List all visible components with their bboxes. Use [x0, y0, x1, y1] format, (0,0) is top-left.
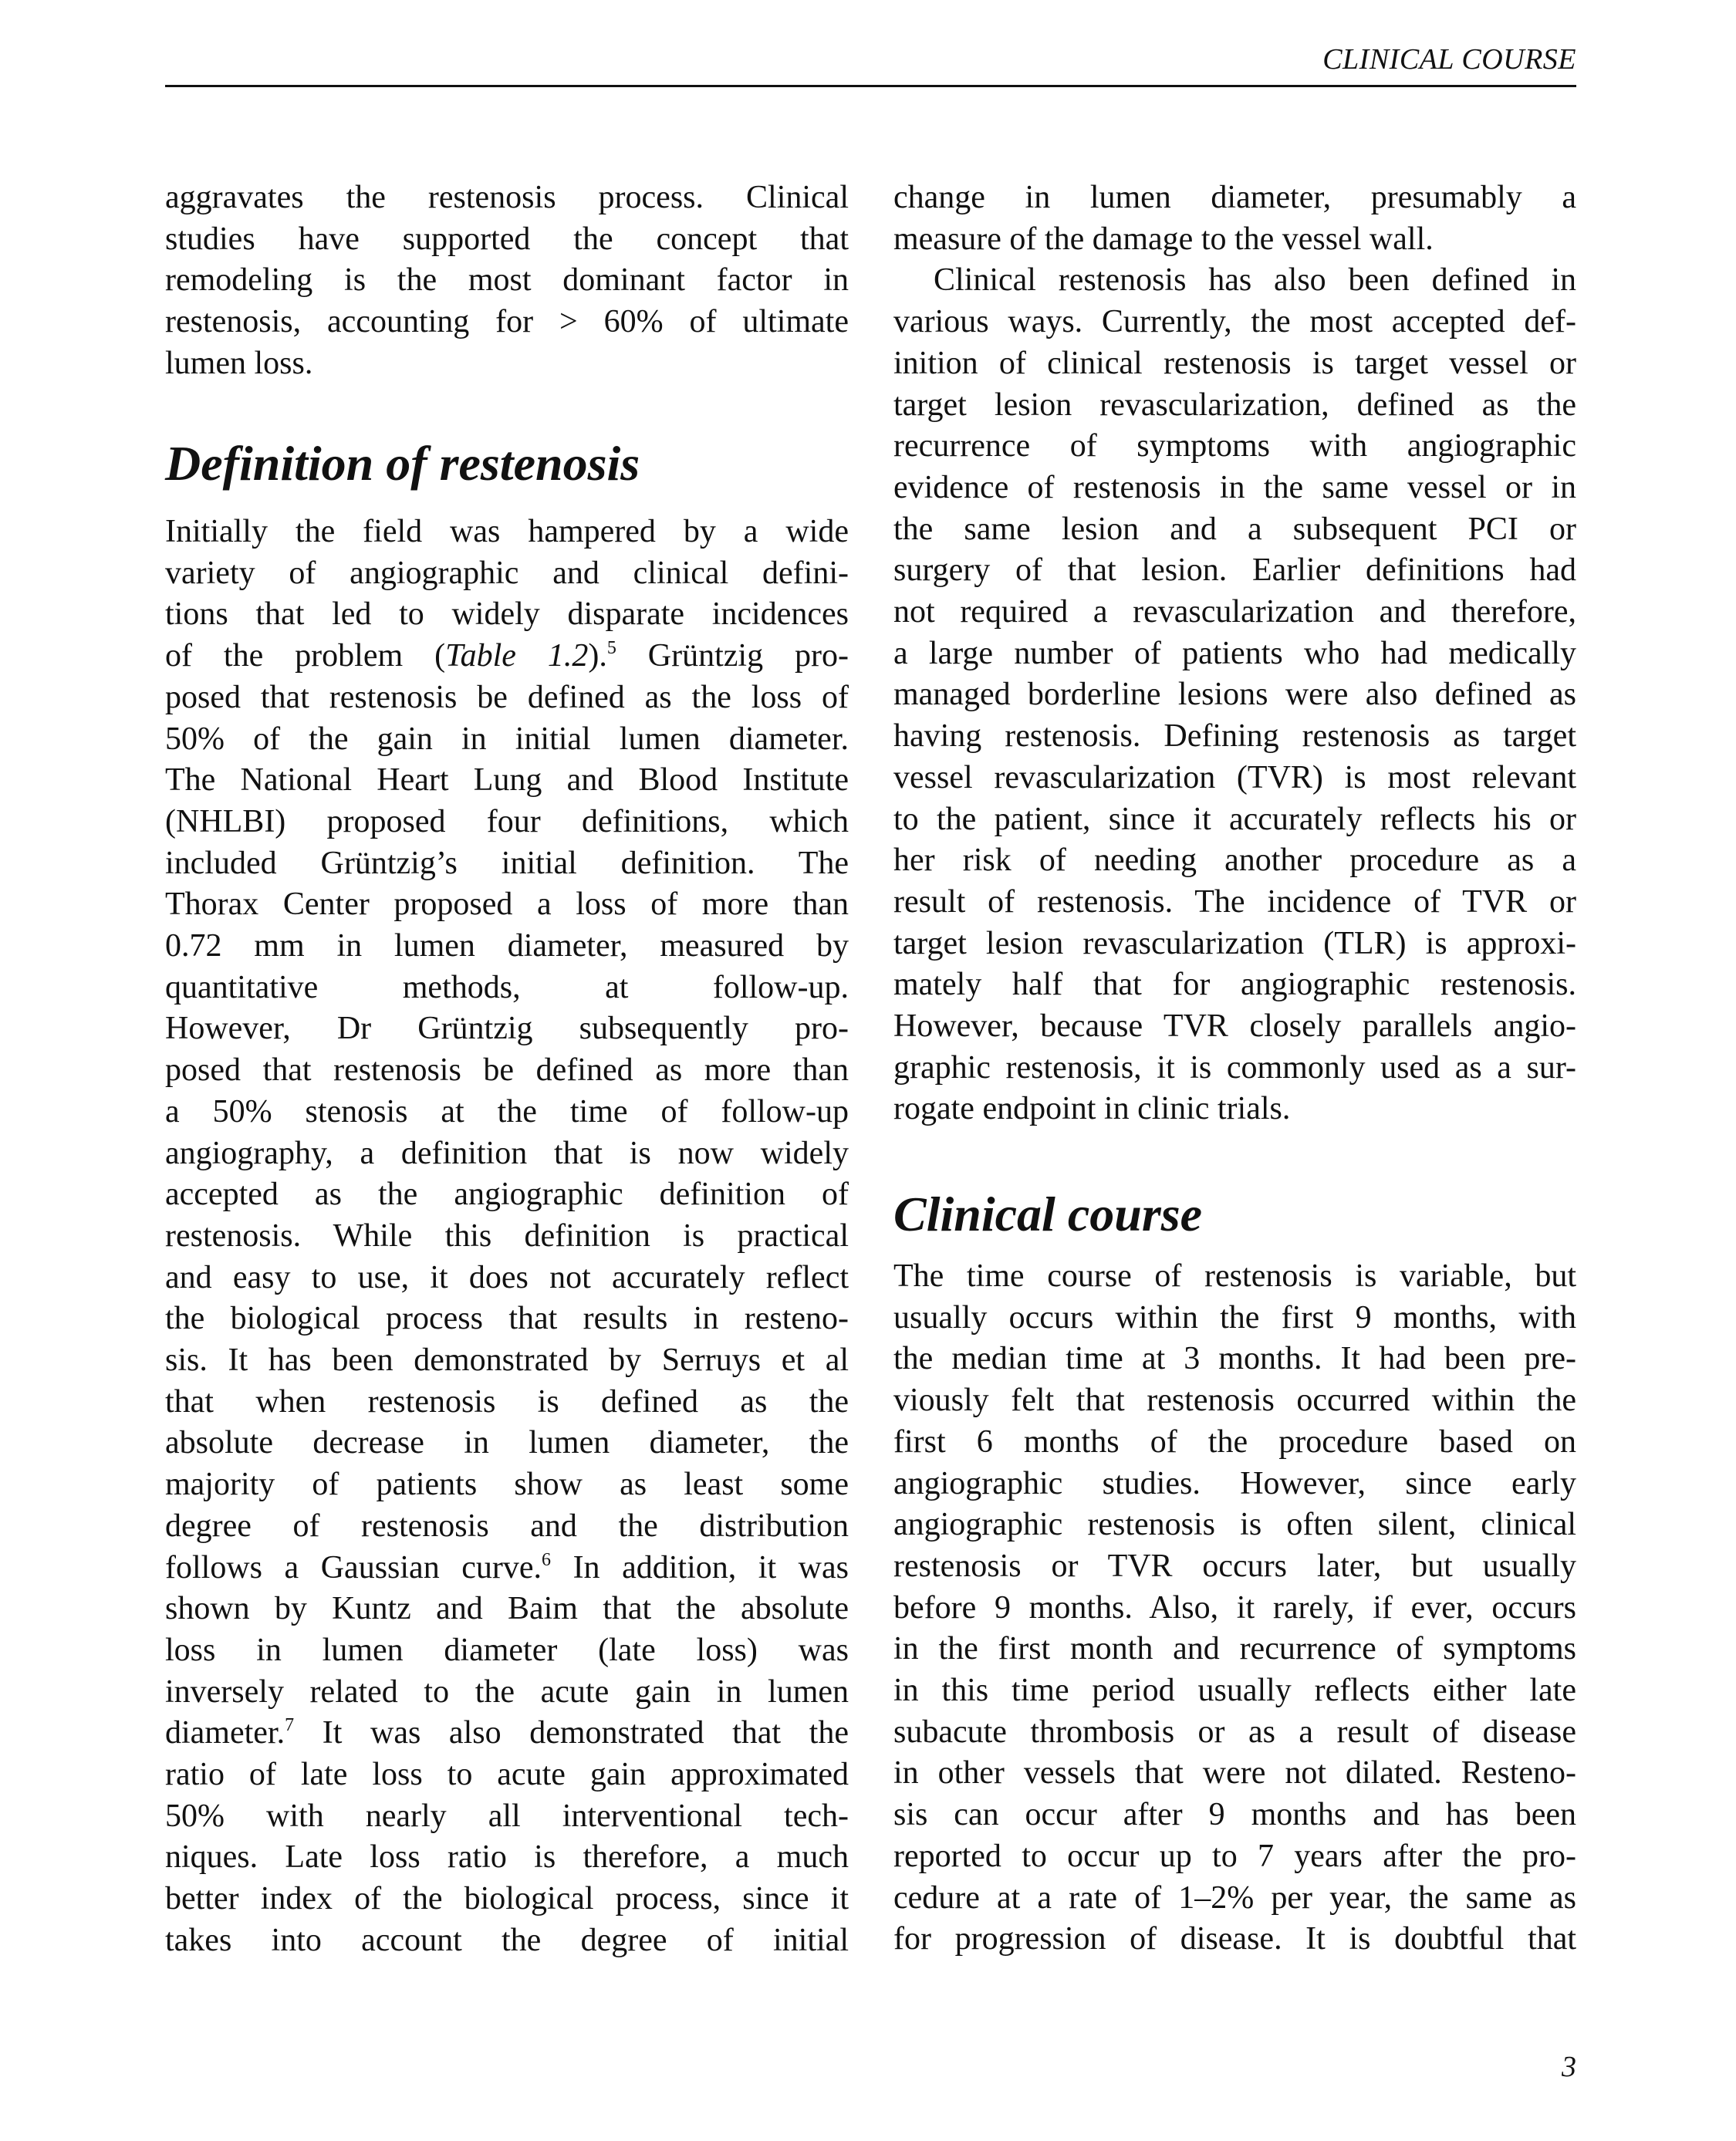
text-line: inition of clinical restenosis is target vessel or	[893, 345, 1576, 381]
text-line: in other vessels that were not dilated. Resteno-	[893, 1755, 1576, 1791]
text-line: aggravates the restenosis process. Clinical	[165, 180, 849, 215]
text-line: the median time at 3 months. It had been pre-	[893, 1341, 1576, 1377]
text-line: However, Dr Grüntzig subsequently pro-	[165, 1011, 849, 1047]
text-line: a 50% stenosis at the time of follow-up	[165, 1093, 849, 1130]
text-line: majority of patients show as least some	[165, 1467, 849, 1503]
text-line: angiography, a definition that is now widely	[165, 1135, 849, 1171]
text-line: However, because TVR closely parallels angio-	[893, 1008, 1576, 1044]
reference-superscript: 7	[285, 1715, 295, 1736]
text-line: better index of the biological process, since it	[165, 1881, 849, 1917]
text-line: and easy to use, it does not accurately reflect	[165, 1259, 849, 1295]
text-line: vessel revascularization (TVR) is most relevant	[893, 759, 1576, 795]
text-line: target lesion revascularization, defined as the	[893, 387, 1576, 423]
text-line: for progression of disease. It is doubtful that	[893, 1921, 1576, 1957]
text-line: included Grüntzig’s initial definition. The	[165, 845, 849, 881]
text-line: shown by Kuntz and Baim that the absolute	[165, 1591, 849, 1627]
text-line: in this time period usually reflects either late	[893, 1673, 1576, 1708]
running-head: CLINICAL COURSE	[1322, 43, 1576, 76]
text-line: quantitative methods, at follow-up.	[165, 969, 849, 1005]
text-line: a large number of patients who had medically	[893, 635, 1576, 671]
text-line: surgery of that lesion. Earlier definitions had	[893, 552, 1576, 589]
text-line: absolute decrease in lumen diameter, the	[165, 1425, 849, 1461]
text-line: posed that restenosis be defined as the loss of	[165, 679, 849, 715]
text-line: restenosis. While this definition is practical	[165, 1217, 849, 1254]
text-line: restenosis, accounting for > 60% of ultimate	[165, 304, 849, 340]
text-line: remodeling is the most dominant factor in	[165, 262, 849, 299]
text-line: of the problem (Table 1.2).$^5$ Grüntzig pro-	[165, 638, 849, 674]
text-line: restenosis or TVR occurs later, but usually	[893, 1548, 1576, 1584]
text-line: that when restenosis is defined as the	[165, 1383, 849, 1420]
text-line: result of restenosis. The incidence of TVR or	[893, 883, 1576, 920]
section-heading-definition: Definition of restenosis	[165, 436, 640, 491]
text-line: viously felt that restenosis occurred within the	[893, 1383, 1576, 1419]
text-line: tions that led to widely disparate incidences	[165, 596, 849, 633]
text-line: Thorax Center proposed a loss of more than	[165, 886, 849, 923]
text-line: to the patient, since it accurately reflects his or	[893, 801, 1576, 837]
text-line: takes into account the degree of initial	[165, 1922, 849, 1958]
text-line: subacute thrombosis or as a result of disease	[893, 1714, 1576, 1750]
text-line: posed that restenosis be defined as more than	[165, 1052, 849, 1089]
text-line: 50% of the gain in initial lumen diameter.	[165, 721, 849, 757]
text-line: recurrence of symptoms with angiographic	[893, 428, 1576, 464]
text-line: accepted as the angiographic definition of	[165, 1177, 849, 1213]
text-line: change in lumen diameter, presumably a	[893, 180, 1576, 215]
text-line: Initially the field was hampered by a wide	[165, 514, 849, 549]
text-line: her risk of needing another procedure as a	[893, 843, 1576, 879]
page-number: 3	[1562, 2051, 1576, 2083]
text-line: usually occurs within the first 9 months, with	[893, 1299, 1576, 1336]
text-line: diameter.$^7$ It was also demonstrated that the	[165, 1715, 849, 1751]
text-line: having restenosis. Defining restenosis as target	[893, 718, 1576, 755]
text-line: The time course of restenosis is variable, but	[893, 1258, 1576, 1294]
text-line: the same lesion and a subsequent PCI or	[893, 511, 1576, 547]
text-line: managed borderline lesions were also defined as	[893, 677, 1576, 713]
text-line: follows a Gaussian curve.$^6$ In addition, it was	[165, 1549, 849, 1585]
text-line: reported to occur up to 7 years after the pro-	[893, 1838, 1576, 1874]
text-line: lumen loss.	[165, 345, 313, 381]
text-line: graphic restenosis, it is commonly used as a sur-	[893, 1049, 1576, 1086]
text-line: sis. It has been demonstrated by Serruys et al	[165, 1342, 849, 1378]
text-line: various ways. Currently, the most accepted def-	[893, 304, 1576, 340]
header-rule	[165, 85, 1576, 87]
text-line: variety of angiographic and clinical defini-	[165, 555, 849, 591]
table-reference-link[interactable]: Table 1.2	[445, 638, 589, 674]
text-line: before 9 months. Also, it rarely, if ever, occurs	[893, 1589, 1576, 1626]
text-line: measure of the damage to the vessel wall.	[893, 221, 1434, 257]
text-line: sis can occur after 9 months and has been	[893, 1797, 1576, 1833]
text-line: loss in lumen diameter (late loss) was	[165, 1632, 849, 1668]
text-line: inversely related to the acute gain in lumen	[165, 1673, 849, 1710]
text-line: angiographic studies. However, since early	[893, 1465, 1576, 1501]
section-heading-clinical-course: Clinical course	[893, 1187, 1203, 1241]
text-line: ratio of late loss to acute gain approximated	[165, 1757, 849, 1792]
text-line: evidence of restenosis in the same vessel or in	[893, 469, 1576, 505]
text-line: (NHLBI) proposed four definitions, which	[165, 803, 849, 839]
text-line: mately half that for angiographic restenosis.	[893, 967, 1576, 1003]
text-line: target lesion revascularization (TLR) is approxi-	[893, 925, 1576, 961]
text-line: the biological process that results in resteno-	[165, 1301, 849, 1337]
reference-superscript: 5	[606, 638, 616, 659]
text-line: first 6 months of the procedure based on	[893, 1423, 1576, 1460]
text-line: The National Heart Lung and Blood Institute	[165, 762, 849, 799]
text-line: degree of restenosis and the distribution	[165, 1508, 849, 1544]
reference-superscript: 6	[542, 1549, 552, 1570]
text-line: Clinical restenosis has also been defined in	[934, 262, 1576, 299]
text-line: 0.72 mm in lumen diameter, measured by	[165, 928, 849, 964]
text-line: cedure at a rate of 1–2% per year, the same as	[893, 1879, 1576, 1916]
text-line: rogate endpoint in clinic trials.	[893, 1091, 1291, 1127]
text-line: 50% with nearly all interventional tech-	[165, 1798, 849, 1834]
text-line: studies have supported the concept that	[165, 221, 849, 257]
text-line: niques. Late loss ratio is therefore, a much	[165, 1839, 849, 1876]
text-line: in the first month and recurrence of symptoms	[893, 1631, 1576, 1667]
text-line: angiographic restenosis is often silent, clinical	[893, 1507, 1576, 1543]
text-line: not required a revascularization and therefore,	[893, 594, 1576, 630]
